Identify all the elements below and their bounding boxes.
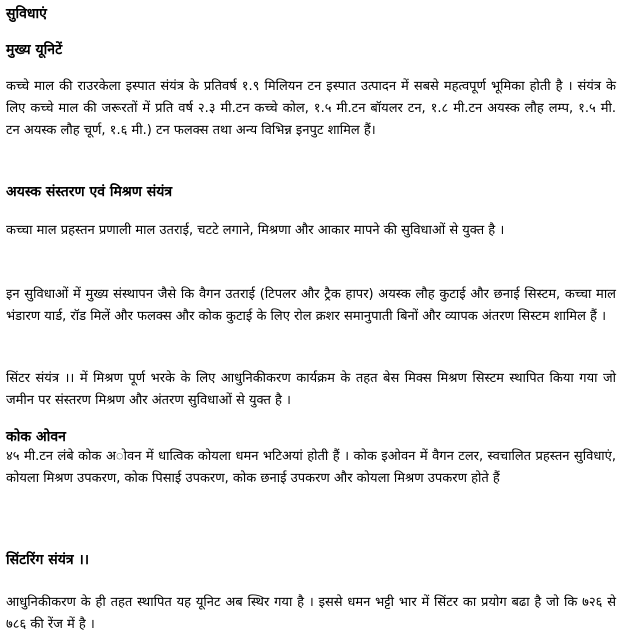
section-paragraph: कच्चा माल प्रहस्तन प्रणाली माल उतराई, चटटे लगाने, मिश्रणा और आकार मापने की सुविधाओं से युक्त है । (6, 223, 505, 238)
section-paragraph: आधुनिकीकरण के ही तहत स्थापित यह यूनिट अब स्थिर गया है । इससे धमन भट्टी भार में सिंटर का प्रयोग बढा है जो कि ७२६ से ७८६ की रेंज में है । (6, 595, 616, 632)
section-paragraph: सिंटर संयंत्र ।। में मिश्रण पूर्ण भरके के लिए आधुनिकीकरण कार्यक्रम के तहत बेस मिक्स मिश्रण सिस्टम स्थापित किया गया जो जमीन पर संस्तरण मिश्रण और अंतरण सुविधाओं से युक्त है । (6, 371, 616, 408)
section-paragraph: कच्चे माल की राउरकेला इस्पात संयंत्र के प्रतिवर्ष १.९ मिलियन टन इस्पात उत्पादन में सबसे महत्वपूर्ण भूमिका होती है । संयंत्र के लिए कच्चे माल की जरूरतों में प्रति वर्ष २.३ मी.टन कच्चे कोल, १.५ मी.टन बॉयलर टन, १.८ मी.टन अयस्क लौह लम्प, १.५ मी. टन अयस्क लौह चूर्ण, १.६ मी.) टन फलक्स तथा अन्य विभिन्न इनपुट शामिल हैं। (6, 79, 616, 138)
section-heading-sintering-plant: सिंटरिंग संयंत्र ।। (6, 552, 90, 568)
section-paragraph: ४५ मी.टन लंबे कोक अोवन में धात्विक कोयला धमन भटिअयां होती हैं । कोक इओवन में वैगन टलर, स्वचालित प्रहस्तन सुविधाएं, कोयला मिश्रण उपकरण, कोक पिसाई उपकरण, कोक छनाई उपकरण और कोयला मिश्रण उपकरण होते हैं (6, 449, 616, 486)
section-heading-coke-oven: कोक ओवन (6, 429, 66, 445)
section-heading-main-units: मुख्य यूनिटें (6, 42, 63, 58)
section-heading-ore-bedding: अयस्क संस्तरण एवं मिश्रण संयंत्र (6, 184, 173, 200)
page-title: सुविधाएं (6, 6, 47, 22)
section-paragraph: इन सुविधाओं में मुख्य संस्थापन जैसे कि वैगन उतराई (टिपलर और ट्रैक हापर) अयस्क लौह कुटाई और छनाई सिस्टम, कच्चा माल भंडारण यार्ड, रॉड मिलें और फलक्स और कोक कुटाई के लिए रोल क्रशर समानुपाती बिनों और व्यापक अंतरण सिस्टम शामिल हैं । (6, 287, 616, 324)
